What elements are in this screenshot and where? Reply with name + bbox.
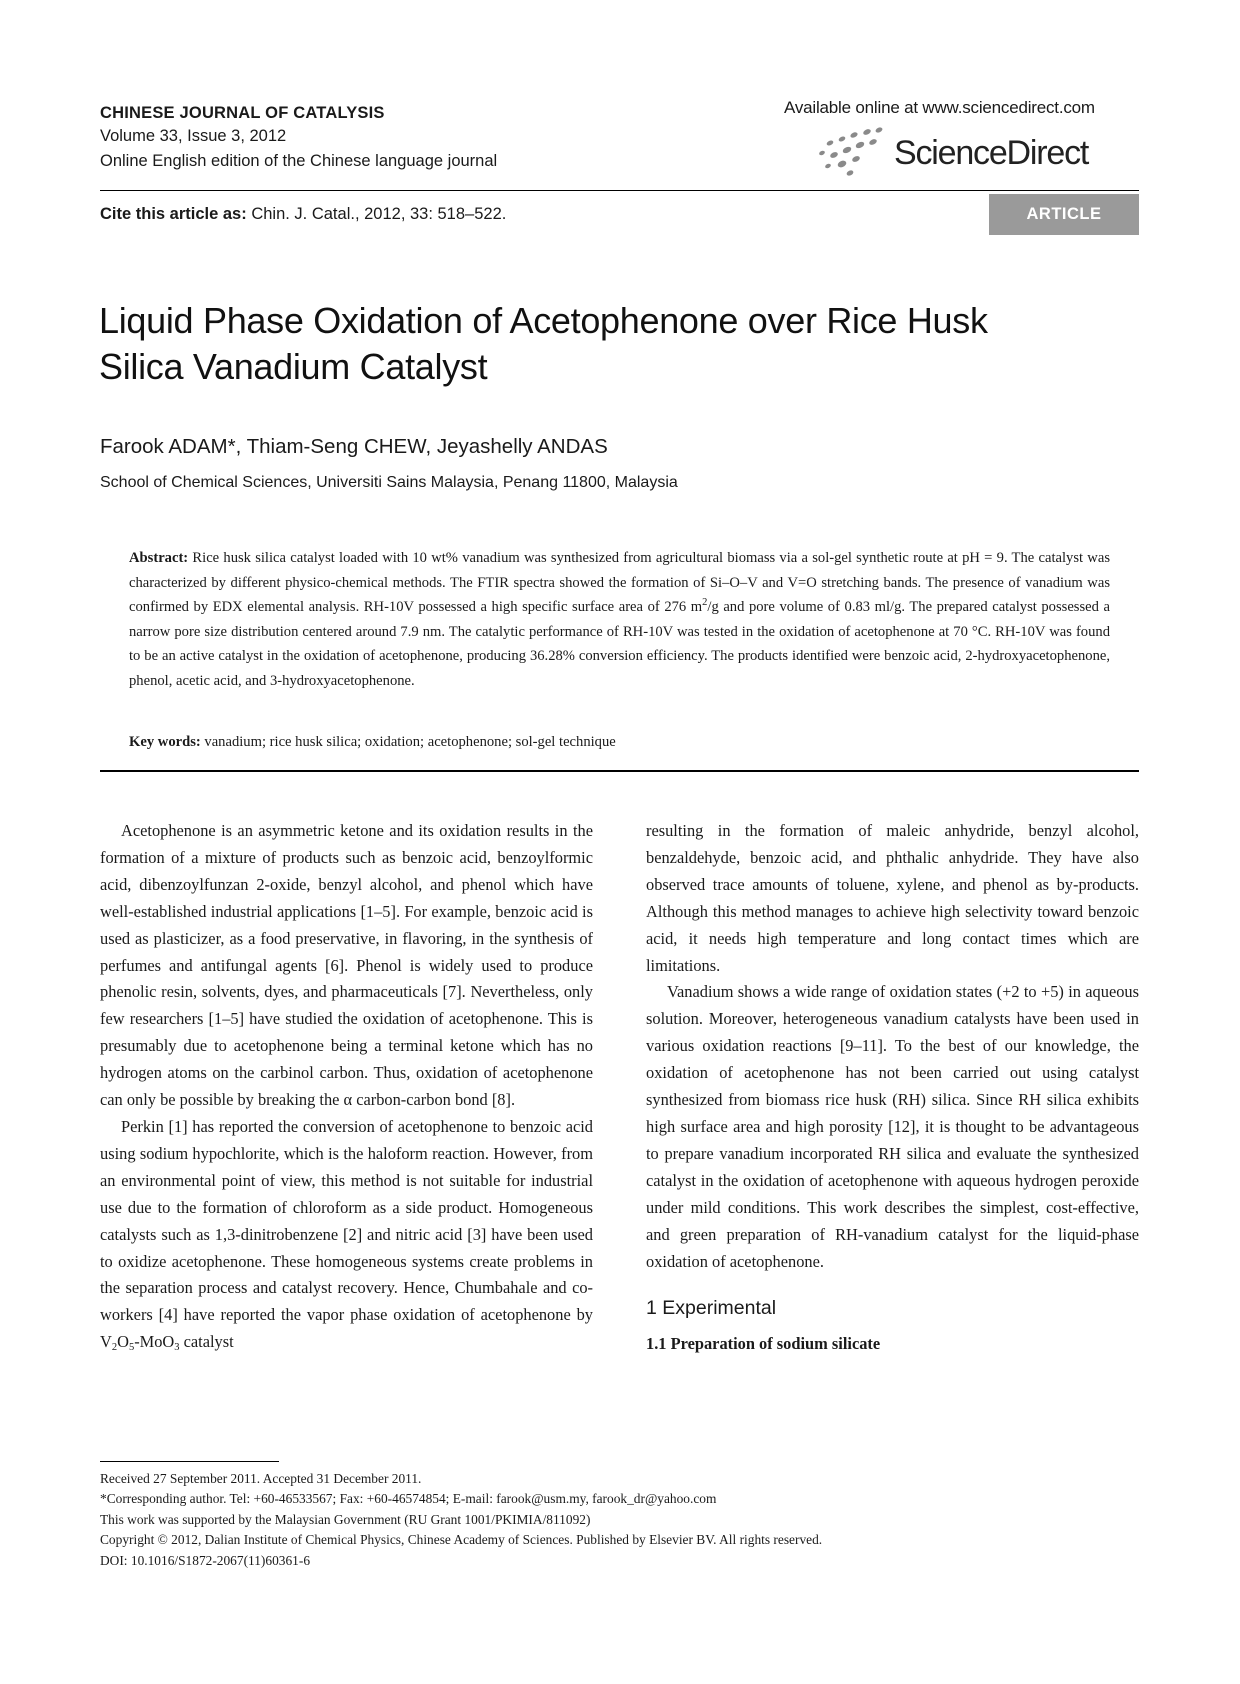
- abstract-label: Abstract:: [129, 550, 189, 566]
- footnote-divider: [100, 1461, 279, 1462]
- section-heading-experimental: 1 Experimental: [646, 1297, 777, 1320]
- journal-volume: Volume 33, Issue 3, 2012: [100, 127, 287, 145]
- paragraph-perkin-continued: resulting in the formation of maleic anhydride, benzyl alcohol, benzaldehyde, benzoic acid, and phthalic anhydride. They have also observed trace amounts of toluene, xylene, and phenol as by-products. Although this method manages to achieve high selectivity toward benzoic acid, it needs high temperature and long contact times which are limitations.: [646, 821, 1139, 975]
- paragraph-perkin: [100, 1114, 593, 1356]
- abstract-divider: [100, 770, 1139, 772]
- paragraph-text: Perkin [1] has reported the conversion of acetophenone to benzoic acid using sodium hypochlorite, which is the haloform reaction. However, from an environmental point of view, this method is not suitable for industrial use due to the formation of chloroform as a side product. Homogeneous catalysts such as 1,3-dinitrobenzene [2] and nitric acid [3] have been used to oxidize acetophenone. These homogeneous systems create problems in the separation process and catalyst recovery. Hence, Chumbahale and co-workers [4] have reported the vapor phase oxidation of acetophenone by V: [100, 1116, 593, 1352]
- subscript: 2: [111, 1342, 118, 1354]
- available-online-text: Available online at www.sciencedirect.com: [784, 98, 1095, 117]
- paragraph-text: catalyst: [179, 1332, 234, 1352]
- sciencedirect-block: [784, 97, 1139, 172]
- footnote-copyright: Copyright © 2012, Dalian Institute of Chemical Physics, Chinese Academy of Sciences. Published by Elsevier BV. All rights reserved.: [100, 1532, 823, 1548]
- sciencedirect-wordmark: ScienceDirect: [894, 134, 1089, 172]
- keywords-text: vanadium; rice husk silica; oxidation; acetophenone; sol-gel technique: [200, 734, 616, 750]
- affiliation: School of Chemical Sciences, Universiti Sains Malaysia, Penang 11800, Malaysia: [100, 474, 678, 491]
- subscript: 3: [174, 1342, 180, 1354]
- keywords-label: Key words:: [129, 734, 201, 750]
- paper-title: [99, 298, 1139, 390]
- abstract-superscript: 2: [702, 597, 708, 609]
- journal-name: CHINESE JOURNAL OF CATALYSIS: [100, 104, 385, 122]
- footnote-received: Received 27 September 2011. Accepted 31 December 2011.: [100, 1471, 422, 1486]
- body-column-right: [646, 818, 1139, 1357]
- sciencedirect-logo: [816, 127, 1116, 177]
- journal-edition: Online English edition of the Chinese language journal: [100, 152, 498, 170]
- abstract-text-1: Rice husk silica catalyst loaded with 10 wt% vanadium was synthesized from agricultural biomass via a sol-gel synthetic route at pH = 9. The catalyst was characterized by different physico-chemical methods. The FTIR spectra showed the formation of Si–O–V and V=O stretching bands. The presence of vanadium was confirmed by EDX elemental analysis. RH-10V possessed a high specific surface area of 276 m: [129, 550, 1110, 616]
- cite-text: Chin. J. Catal., 2012, 33: 518–522.: [246, 205, 507, 223]
- formula-part: O: [117, 1332, 129, 1352]
- article-type-badge: ARTICLE: [989, 194, 1139, 235]
- authors: Farook ADAM*, Thiam-Seng CHEW, Jeyashelly ANDAS: [100, 435, 608, 458]
- subsection-heading-sodium-silicate: 1.1 Preparation of sodium silicate: [646, 1334, 881, 1354]
- citation-line: [100, 203, 506, 225]
- abstract-text-2: /g and pore volume of 0.83 ml/g. The prepared catalyst possessed a narrow pore size distribution centered around 7.9 nm. The catalytic performance of RH-10V was tested in the oxidation of acetophenone at 70 °C. RH-10V was found to be an active catalyst in the oxidation of acetophenone, producing 36.28% conversion efficiency. The products identified were benzoic acid, 2-hydroxyacetophenone, phenol, acetic acid, and 3-hydroxyacetophenone.: [129, 599, 1110, 689]
- footnotes: [100, 1469, 822, 1571]
- footnote-funding: This work was supported by the Malaysian Government (RU Grant 1001/PKIMIA/811092): [100, 1511, 591, 1527]
- sciencedirect-dots-icon: [816, 127, 894, 177]
- header-divider: [100, 190, 1139, 191]
- cite-label: Cite this article as:: [100, 205, 247, 223]
- keywords: [129, 731, 616, 753]
- abstract: [129, 546, 1110, 694]
- paragraph-intro: Acetophenone is an asymmetric ketone and its oxidation results in the formation of a mixture of products such as benzoic acid, benzoylformic acid, dibenzoylfunzan 2-oxide, benzyl alcohol, and phenol which have well-established industrial applications [1–5]. For example, benzoic acid is used as plasticizer, as a food preservative, in flavoring, in the synthesis of perfumes and antifungal agents [6]. Phenol is widely used to produce phenolic resin, solvents, dyes, and pharmaceuticals [7]. Nevertheless, only few researchers [1–5] have studied the oxidation of acetophenone. This is presumably due to acetophenone being a terminal ketone which has no hydrogen atoms on the carbinol carbon. Thus, oxidation of acetophenone can only be possible by breaking the α carbon-carbon bond [8].: [100, 821, 593, 1110]
- title-line-2: Silica Vanadium Catalyst: [99, 346, 488, 387]
- journal-info: [100, 102, 497, 174]
- footnote-doi: DOI: 10.1016/S1872-2067(11)60361-6: [100, 1552, 311, 1568]
- subscript: 5: [128, 1342, 135, 1354]
- footnote-corresponding-author: *Corresponding author. Tel: +60-46533567; Fax: +60-46574854; E-mail: farook@usm.my, farook_dr@yahoo.com: [100, 1491, 717, 1507]
- formula-part: -MoO: [134, 1332, 175, 1352]
- paragraph-vanadium: Vanadium shows a wide range of oxidation states (+2 to +5) in aqueous solution. Moreover, heterogeneous vanadium catalysts have been used in various oxidation reactions [9–11]. To the best of our knowledge, the oxidation of acetophenone has not been carried out using catalyst synthesized from biomass rice husk (RH) silica. Since RH silica exhibits high surface area and high porosity [12], it is thought to be advantageous to prepare vanadium incorporated RH silica and evaluate the synthesized catalyst in the oxidation of acetophenone with aqueous hydrogen peroxide under mild conditions. This work describes the simplest, cost-effective, and green preparation of RH-vanadium catalyst for the liquid-phase oxidation of acetophenone.: [646, 982, 1139, 1271]
- body-column-left: [100, 818, 593, 1356]
- title-line-1: Liquid Phase Oxidation of Acetophenone over Rice Husk: [99, 300, 988, 341]
